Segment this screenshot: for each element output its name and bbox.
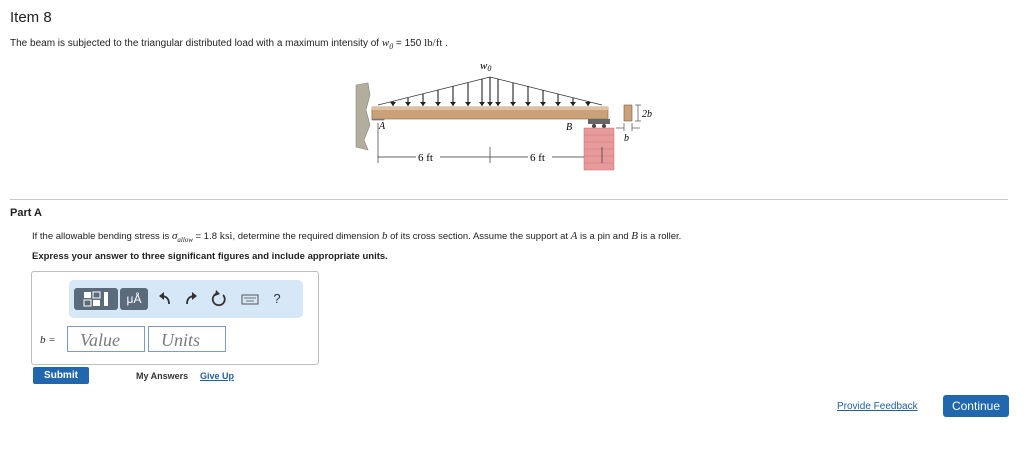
- roller: [602, 124, 606, 128]
- wall: [356, 83, 370, 150]
- load-label: w0: [480, 60, 492, 73]
- provide-feedback-link[interactable]: Provide Feedback: [837, 401, 918, 412]
- value-input[interactable]: Value: [67, 326, 145, 352]
- help-button[interactable]: ?: [273, 291, 281, 306]
- beam-highlight: [372, 107, 608, 110]
- w0-symbol: $w_0$: [381, 37, 394, 52]
- beam-figure: [348, 55, 678, 180]
- section-height-label: 2b: [642, 109, 652, 120]
- templates-icon[interactable]: [74, 288, 118, 310]
- keyboard-icon[interactable]: [239, 288, 261, 310]
- undo-icon[interactable]: [155, 288, 175, 310]
- section-width-label: b: [624, 133, 629, 144]
- problem-statement: [10, 37, 448, 51]
- sigma-allow: $\sigma_{allow}$: [171, 230, 193, 245]
- intro-end: .: [445, 38, 448, 49]
- answer-box: [31, 271, 319, 365]
- roller: [592, 124, 596, 128]
- w0-value: = 150: [395, 38, 422, 49]
- units-input[interactable]: Units: [148, 326, 226, 352]
- cross-section: [624, 105, 632, 121]
- item-title: Item 8: [10, 9, 52, 26]
- continue-button[interactable]: Continue: [943, 395, 1009, 417]
- beam-diagram: [348, 55, 678, 180]
- part-a-heading: Part A: [10, 207, 42, 219]
- section-divider: [10, 199, 1008, 200]
- redo-icon[interactable]: [181, 288, 201, 310]
- point-b-label: B: [566, 122, 573, 133]
- units-button[interactable]: μÅ: [120, 288, 148, 310]
- submit-button[interactable]: Submit: [33, 367, 89, 384]
- load-arrows: [393, 77, 588, 106]
- answer-instruction: Express your answer to three significant figures and include appropriate units.: [32, 251, 388, 262]
- give-up-link[interactable]: Give Up: [200, 371, 235, 381]
- math-toolbar: [69, 280, 303, 318]
- point-a-label: A: [379, 121, 386, 132]
- part-a-question: If the allowable bending stress is $\sigma_{allow} = 1.8$ ksi, determine the required dimension b of its cross section. Assume the support at A is a pin and B is a roller.: [32, 230, 682, 245]
- dim-right: 6 ft: [530, 152, 545, 164]
- variable-label: b =: [40, 334, 56, 346]
- my-answers-label: My Answers: [136, 371, 189, 381]
- w0-unit: lb/ft: [424, 37, 443, 49]
- roller-plate: [588, 119, 610, 124]
- intro-text: The beam is subjected to the triangular distributed load with a maximum intensity of: [10, 38, 380, 49]
- reset-icon[interactable]: [209, 288, 229, 310]
- dim-left: 6 ft: [418, 152, 433, 164]
